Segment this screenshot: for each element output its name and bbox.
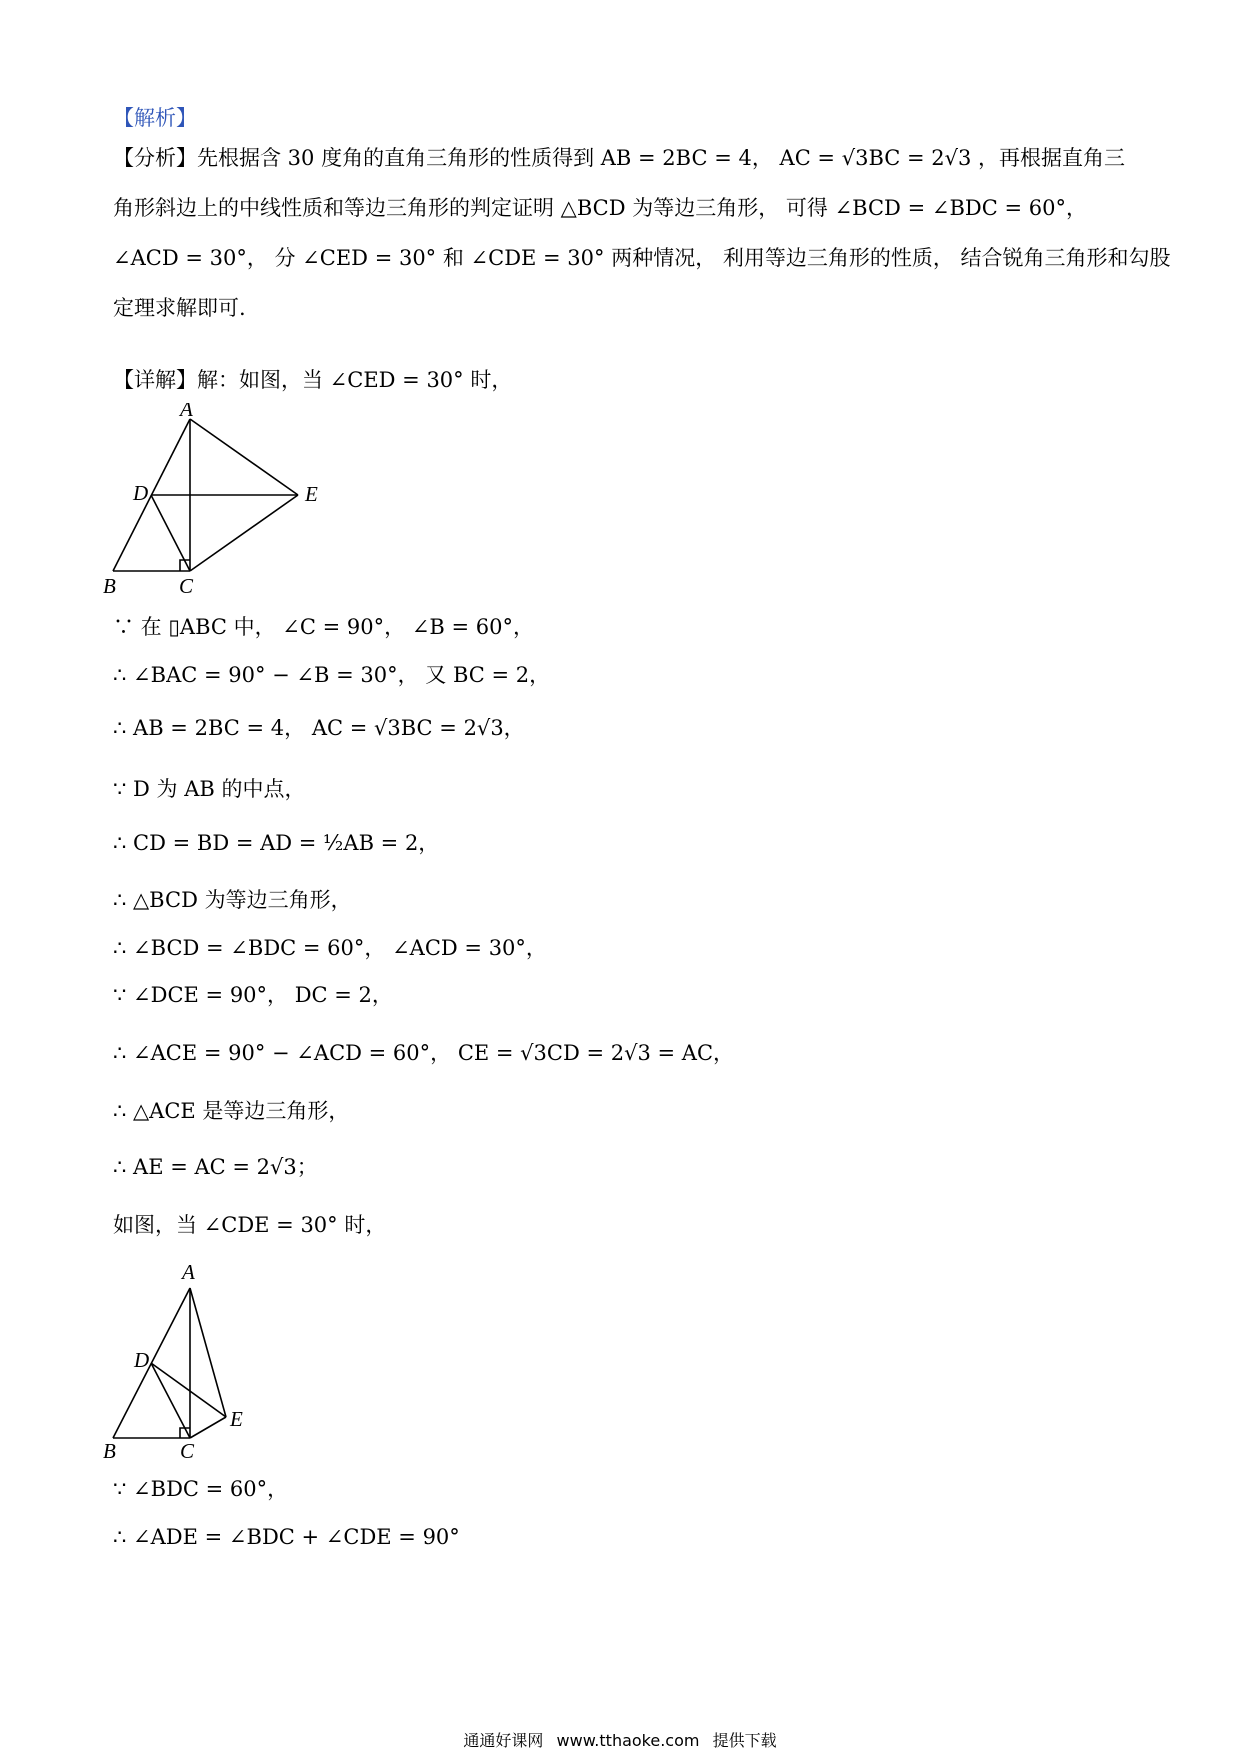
vertex-label-b: B [103,574,116,598]
proof-step: ∴ △ACE 是等边三角形， [113,1099,350,1123]
proof-step: ∵ D 为 AB 的中点， [113,777,306,801]
page-footer [0,1728,1240,1751]
vertex-label-c: C [180,1439,195,1463]
footer-site-name: 通通好课网 [463,1731,544,1750]
segment-dc [151,1363,190,1438]
footer-url[interactable]: www.tthaoke.com [556,1731,700,1750]
vertex-label-a: A [180,403,193,421]
vertex-label-e: E [305,482,318,506]
proof-step: ∴ ∠BCD = ∠BDC = 60°， ∠ACD = 30°， [113,936,547,960]
vertex-label-b: B [103,1439,116,1463]
proof-step: ∴ CD = BD = AD = ½AB = 2， [113,831,440,855]
proof-step: ∵ ∠BDC = 60°， [113,1477,289,1501]
vertex-label-c: C [179,574,194,598]
analysis-row: ∠ACD = 30°， 分 ∠CED = 30° 和 ∠CDE = 30° 两种情况， 利用等边三角形的性质， 结合锐角三角形和勾股 [113,246,1171,270]
analysis-paragraph [113,133,1171,333]
analysis-row: 定理求解即可. [113,296,246,320]
section-heading: 【解析】 [113,106,197,130]
proof-step: ∵ ∠DCE = 90°， DC = 2， [113,983,393,1007]
geometry-figure-1 [100,403,390,603]
segment-ae [190,1288,226,1417]
footer-action: 提供下载 [712,1731,777,1750]
case2-intro: 如图，当 ∠CDE = 30° 时， [113,1213,387,1237]
segment-ae [190,419,298,495]
proof-step: ∴ ∠ACE = 90° − ∠ACD = 60°， CE = √3CD = 2√3 = AC， [113,1041,735,1065]
vertex-label-e: E [230,1407,243,1431]
proof-step: ∴ ∠ADE = ∠BDC + ∠CDE = 90° [113,1525,460,1549]
geometry-figure-2 [100,1263,300,1463]
segment-de [151,1363,226,1417]
proof-step: ∴ AB = 2BC = 4， AC = √3BC = 2√3， [113,716,525,740]
segment-ce [190,495,298,571]
proof-step: ∴ △BCD 为等边三角形， [113,888,352,912]
analysis-row: 角形斜边上的中线性质和等边三角形的判定证明 △BCD 为等边三角形， 可得 ∠BCD = ∠BDC = 60°， [113,196,1087,220]
segment-ce [190,1417,226,1438]
vertex-label-a: A [182,1263,195,1284]
proof-step: ∵ 在 ▯ABC 中， ∠C = 90°， ∠B = 60°， [113,615,535,639]
proof-step: ∴ AE = AC = 2√3； [113,1155,318,1179]
vertex-label-d: D [134,1348,150,1372]
detail-intro: 【详解】解：如图，当 ∠CED = 30° 时， [113,368,513,392]
analysis-row: 【分析】先根据含 30 度角的直角三角形的性质得到 AB = 2BC = 4， AC = √3BC = 2√3 ，再根据直角三 [113,146,1126,170]
proof-step: ∴ ∠BAC = 90° − ∠B = 30°， 又 BC = 2， [113,663,551,687]
vertex-label-d: D [133,481,149,505]
